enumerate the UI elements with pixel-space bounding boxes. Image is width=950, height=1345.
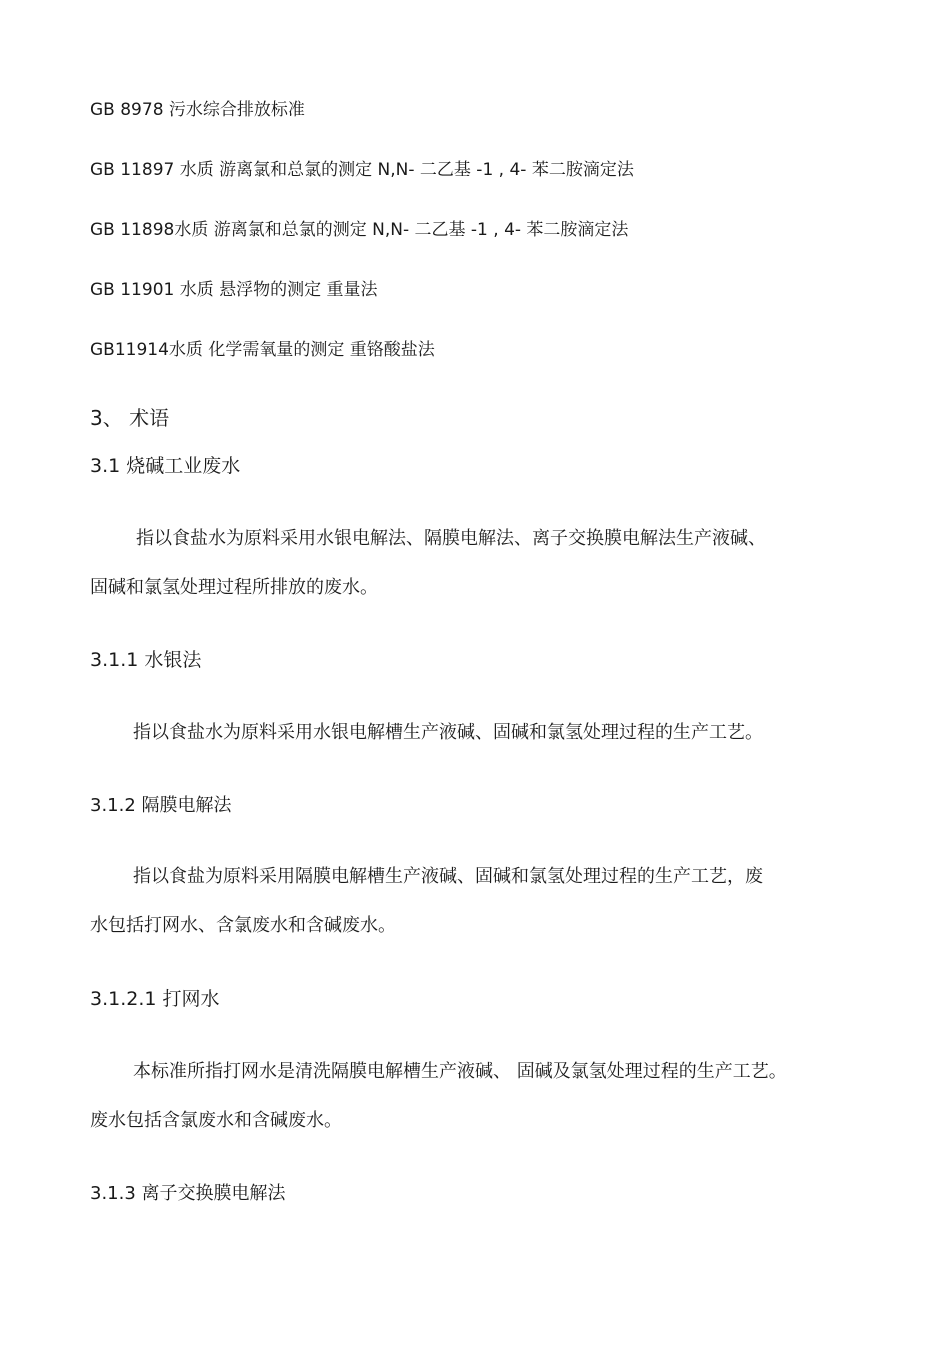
heading-3-1: 3.1 烧碱工业废水 xyxy=(90,455,241,477)
section-title-terms: 3、 术语 xyxy=(90,406,170,430)
heading-3-1-2: 3.1.2 隔膜电解法 xyxy=(90,795,232,816)
reference-gb8978: GB 8978 污水综合排放标准 xyxy=(90,100,305,120)
heading-3-1-1: 3.1.1 水银法 xyxy=(90,649,202,671)
reference-gb11901: GB 11901 水质 悬浮物的测定 重量法 xyxy=(90,280,378,300)
paragraph-3-1-line1: 指以食盐水为原料采用水银电解法、隔膜电解法、离子交换膜电解法生产液碱、 xyxy=(136,528,766,549)
reference-gb11914: GB11914水质 化学需氧量的测定 重铬酸盐法 xyxy=(90,340,435,360)
paragraph-3-1-2-1-line1: 本标准所指打网水是清洗隔膜电解槽生产液碱、 固碱及氯氢处理过程的生产工艺。 xyxy=(133,1061,787,1082)
paragraph-3-1-2-1-line2: 废水包括含氯废水和含碱废水。 xyxy=(90,1110,342,1131)
reference-gb11897: GB 11897 水质 游离氯和总氯的测定 N,N- 二乙基 -1 , 4- 苯二胺滴定法 xyxy=(90,160,634,180)
paragraph-3-1-2-line1: 指以食盐为原料采用隔膜电解槽生产液碱、固碱和氯氢处理过程的生产工艺，废 xyxy=(133,866,763,887)
reference-gb11898: GB 11898水质 游离氯和总氯的测定 N,N- 二乙基 -1 , 4- 苯二胺滴定法 xyxy=(90,220,629,240)
paragraph-3-1-1-line1: 指以食盐水为原料采用水银电解槽生产液碱、固碱和氯氢处理过程的生产工艺。 xyxy=(133,722,763,743)
heading-3-1-2-1: 3.1.2.1 打网水 xyxy=(90,988,220,1010)
paragraph-3-1-2-line2: 水包括打网水、含氯废水和含碱废水。 xyxy=(90,915,396,936)
paragraph-3-1-line2: 固碱和氯氢处理过程所排放的废水。 xyxy=(90,577,378,598)
heading-3-1-3: 3.1.3 离子交换膜电解法 xyxy=(90,1183,286,1204)
